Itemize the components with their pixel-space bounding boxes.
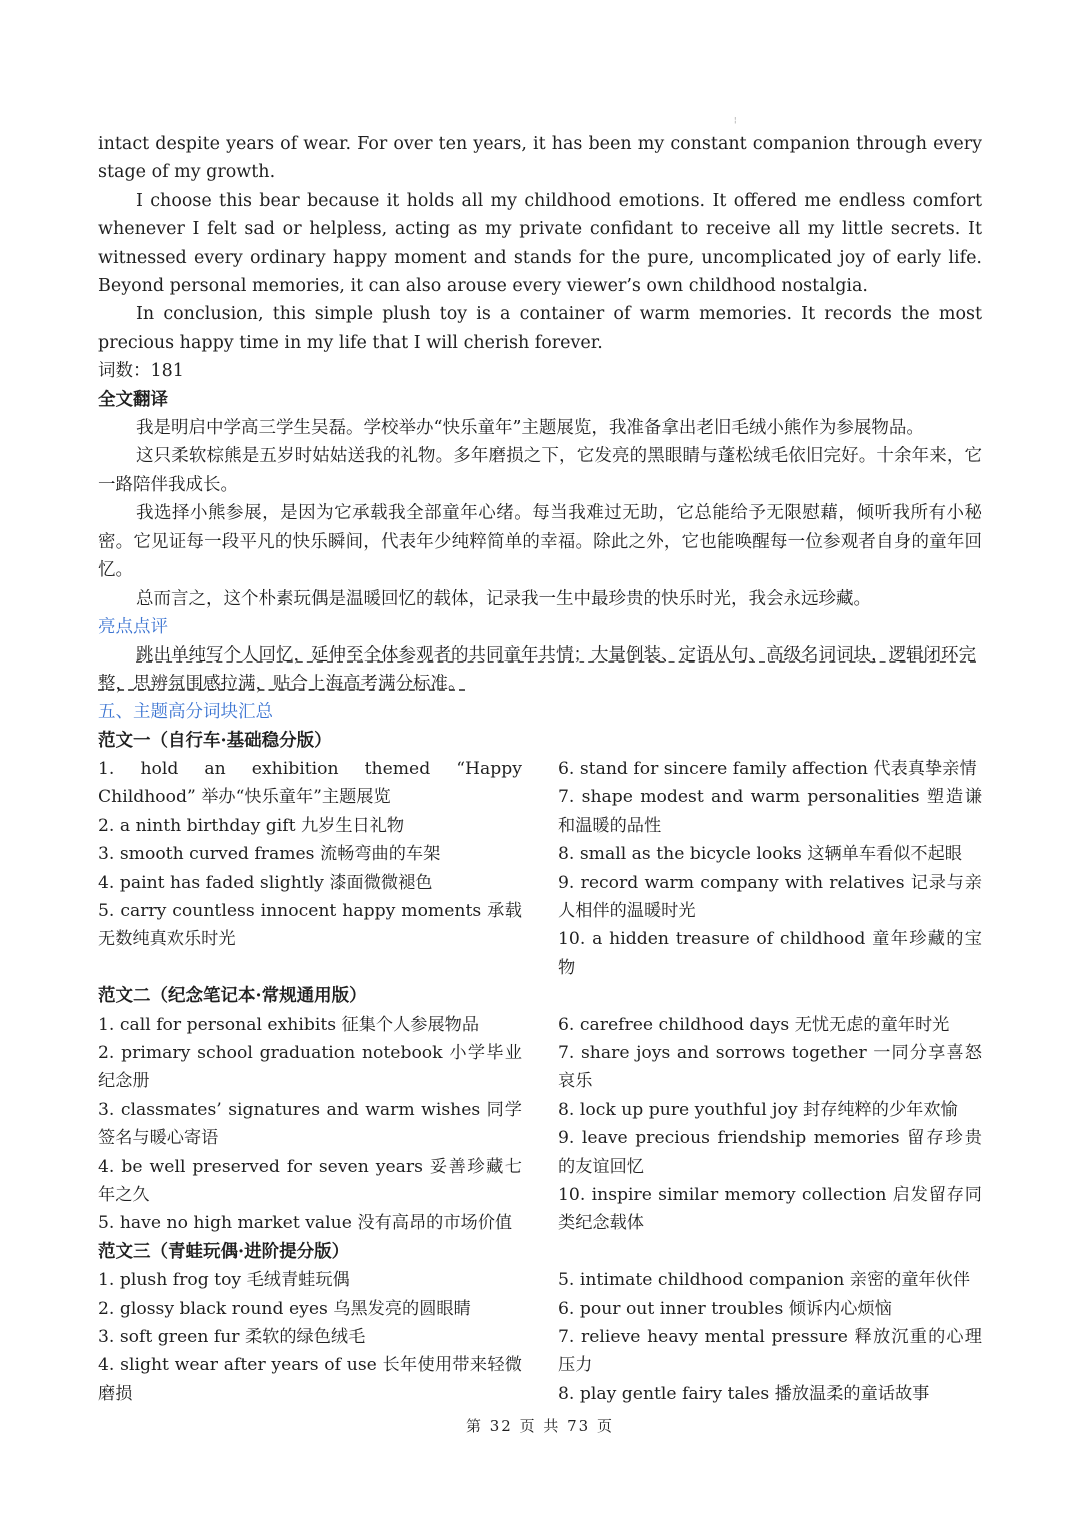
phrase-grid [98,1011,982,1238]
phrase-grid [98,755,982,982]
phrase-item: 9. record warm company with relatives 记录与亲人相伴的温暖时光 [558,872,982,921]
translation-paragraph-2: 这只柔软棕熊是五岁时姑姑送我的礼物。多年磨损之下，它发亮的黑眼睛与蓬松绒毛依旧完好。十余年来，它一路陪伴我成长。 [98,446,982,495]
phrase-item: 3. classmates’ signatures and warm wishes 同学签名与暖心寄语 [98,1099,522,1149]
page-footer: 第 32 页 共 73 页 [465,1417,614,1435]
phrase-item: 7. share joys and sorrows together 一同分享喜怒哀乐 [558,1043,982,1092]
essay-paragraph-1-tail: intact despite years of wear. For over ten years, it has been my constant companion through every stage of my growth. [98,134,982,183]
phrase-item: 3. smooth curved frames 流畅弯曲的车架 [98,844,441,865]
phrase-item: 2. primary school graduation notebook 小学毕业纪念册 [98,1043,522,1092]
translation-paragraph-3: 我选择小熊参展，是因为它承载我全部童年心绪。每当我难过无助，它总能给予无限慰藉，倾听我所有小秘密。它见证每一段平凡的快乐瞬间，代表年少纯粹简单的幸福。除此之外，它也能唤醒每一位参观者自身的童年回忆。 [98,503,982,581]
phrase-item: 4. slight wear after years of use 长年使用带来轻微磨损 [98,1355,522,1404]
phrase-group-title: 范文三（青蛙玩偶·进阶提分版） [98,1241,350,1262]
phrase-item: 8. small as the bicycle looks 这辆单车看似不起眼 [558,844,962,865]
section5-heading: 五、主题高分词块汇总 [98,702,273,723]
phrase-column-right [558,755,982,982]
phrase-item: 10. a hidden treasure of childhood 童年珍藏的宝物 [558,929,982,978]
essay-paragraph-2: I choose this bear because it holds all my childhood emotions. It offered me endless comfort whenever I felt sad or helpless, acting as my private confidant to receive all my little secrets. It witnessed every ordinary happy moment and stands for the pure, uncomplicated joy of early life. Beyond personal memories, it can also arouse every viewer’s own childhood nostalgia. [98,190,982,297]
phrase-column-right [558,1266,982,1408]
phrase-grid [98,1266,982,1408]
phrase-item: 6. pour out inner troubles 倾诉内心烦恼 [558,1298,892,1319]
phrase-item: 8. lock up pure youthful joy 封存纯粹的少年欢愉 [558,1099,958,1120]
phrase-column-left [98,1266,522,1408]
translation-paragraph-4: 总而言之，这个朴素玩偶是温暖回忆的载体，记录我一生中最珍贵的快乐时光，我会永远珍藏。 [136,588,871,609]
phrase-item: 1. call for personal exhibits 征集个人参展物品 [98,1014,480,1035]
essay-paragraph-3: In conclusion, this simple plush toy is a container of warm memories. It records the most precious happy time in my life that I will cherish forever. [98,304,982,353]
phrase-item: 7. shape modest and warm personalities 塑造谦和温暖的品性 [558,787,982,836]
phrase-item: 10. inspire similar memory collection 启发留存同类纪念载体 [558,1185,982,1234]
phrase-item: 3. soft green fur 柔软的绿色绒毛 [98,1327,366,1348]
page-content [98,130,982,1408]
phrase-groups [98,727,982,1409]
phrase-item: 4. paint has faded slightly 漆面微微褪色 [98,872,433,893]
phrase-column-left [98,1011,522,1238]
phrase-group-title: 范文二（纪念笔记本·常规通用版） [98,986,367,1007]
phrase-item: 1. plush frog toy 毛绒青蛙玩偶 [98,1270,350,1291]
page-marker: ¦ [734,116,737,124]
highlights-heading: 亮点点评 [98,616,168,637]
translation-heading: 全文翻译 [98,389,168,410]
phrase-item: 5. intimate childhood companion 亲密的童年伙伴 [558,1270,971,1291]
phrase-item: 9. leave precious friendship memories 留存珍贵的友谊回忆 [558,1128,982,1177]
phrase-column-left [98,755,522,982]
phrase-item: 1. hold an exhibition themed “Happy Childhood” 举办“快乐童年”主题展览 [98,758,522,808]
highlights-text: 跳出单纯写个人回忆，延伸至全体参观者的共同童年共情；大量倒装、定语从句、高级名词词块，逻辑闭环完整，思辨氛围感拉满，贴合上海高考满分标准。 [98,645,976,694]
phrase-item: 5. have no high market value 没有高昂的市场价值 [98,1213,513,1234]
phrase-item: 2. glossy black round eyes 乌黑发亮的圆眼睛 [98,1298,471,1319]
phrase-item: 6. stand for sincere family affection 代表真挚亲情 [558,758,977,779]
phrase-item: 5. carry countless innocent happy moments 承载无数纯真欢乐时光 [98,900,522,950]
word-count: 词数：181 [98,361,184,382]
phrase-item: 4. be well preserved for seven years 妥善珍藏七年之久 [98,1156,522,1206]
translation-paragraph-1: 我是明启中学高三学生吴磊。学校举办“快乐童年”主题展览，我准备拿出老旧毛绒小熊作为参展物品。 [136,418,924,439]
phrase-item: 7. relieve heavy mental pressure 释放沉重的心理压力 [558,1327,982,1376]
phrase-item: 8. play gentle fairy tales 播放温柔的童话故事 [558,1383,930,1404]
phrase-item: 6. carefree childhood days 无忧无虑的童年时光 [558,1014,950,1035]
phrase-column-right [558,1011,982,1238]
phrase-item: 2. a ninth birthday gift 九岁生日礼物 [98,815,405,836]
phrase-group-title: 范文一（自行车·基础稳分版） [98,730,332,751]
